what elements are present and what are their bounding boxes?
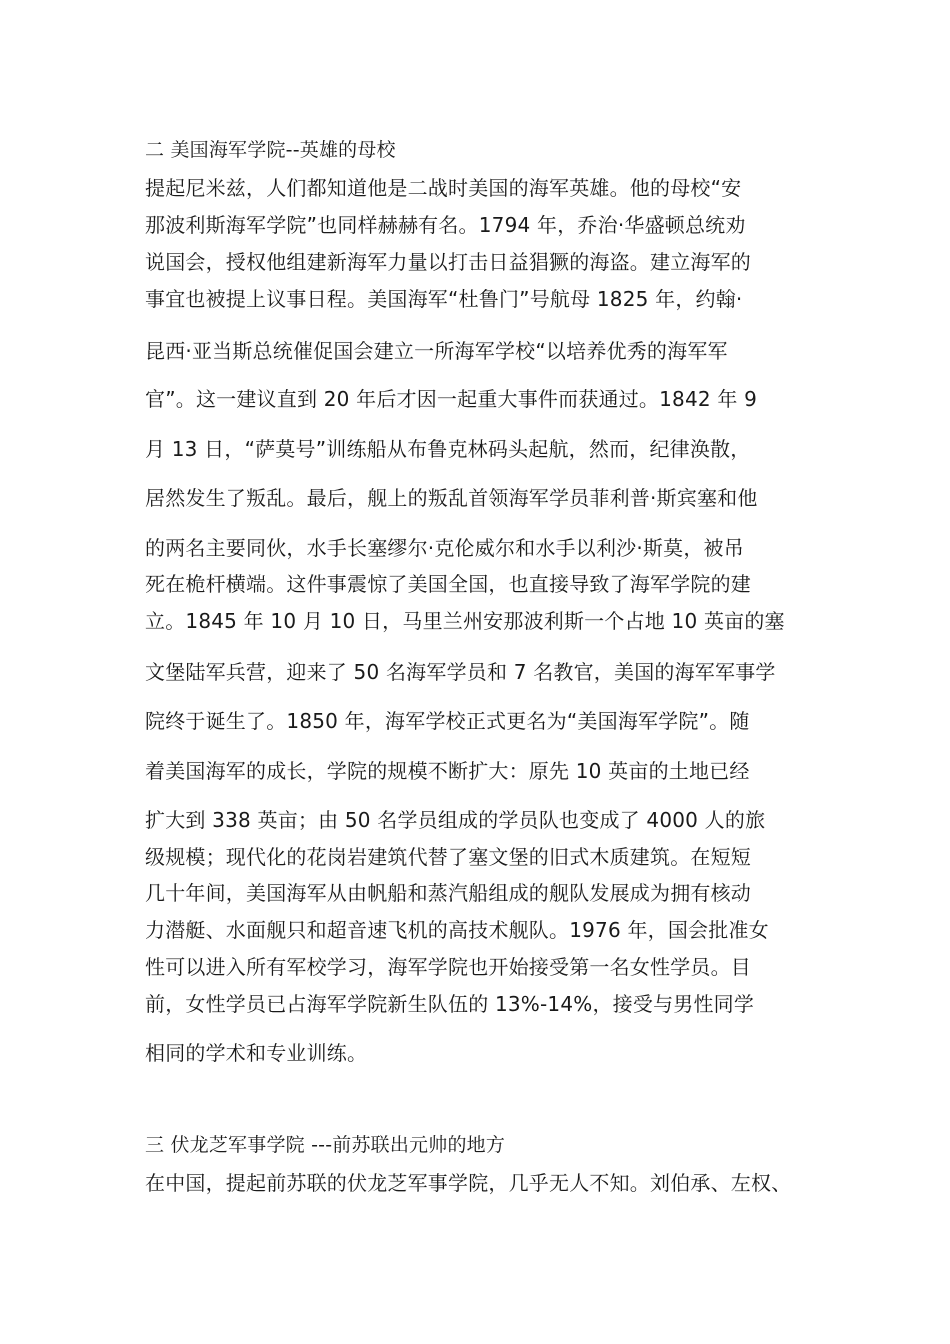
section-2-line: 那波利斯海军学院”也同样赫赫有名。1794 年，乔治·华盛顿总统劝 <box>145 213 746 237</box>
section-2-line: 力潜艇、水面舰只和超音速飞机的高技术舰队。1976 年，国会批准女 <box>145 918 769 942</box>
section-2-line: 级规模；现代化的花岗岩建筑代替了塞文堡的旧式木质建筑。在短短 <box>145 845 751 869</box>
section-2-line: 死在桅杆横端。这件事震惊了美国全国，也直接导致了海军学院的建 <box>145 572 751 596</box>
section-2-line: 前，女性学员已占海军学院新生队伍的 13%-14%，接受与男性同学 <box>145 992 755 1016</box>
section-2-line: 相同的学术和专业训练。 <box>145 1041 368 1065</box>
section-2-line: 居然发生了叛乱。最后，舰上的叛乱首领海军学员菲利普·斯宾塞和他 <box>145 486 758 510</box>
section-2-line: 院终于诞生了。1850 年，海军学校正式更名为“美国海军学院”。随 <box>145 709 750 733</box>
section-2-line: 的两名主要同伙，水手长塞缪尔·克伦威尔和水手以利沙·斯莫，被吊 <box>145 536 744 560</box>
section-2-heading: 二 美国海军学院--英雄的母校 <box>145 139 396 161</box>
section-2-line: 扩大到 338 英亩；由 50 名学员组成的学员队也变成了 4000 人的旅 <box>145 808 766 832</box>
section-2-line: 提起尼米兹，人们都知道他是二战时美国的海军英雄。他的母校“安 <box>145 176 742 200</box>
section-2-line: 昆西·亚当斯总统催促国会建立一所海军学校“以培养优秀的海军军 <box>145 339 728 363</box>
section-2-line: 几十年间，美国海军从由帆船和蒸汽船组成的舰队发展成为拥有核动 <box>145 881 751 905</box>
section-2-line: 性可以进入所有军校学习，海军学院也开始接受第一名女性学员。目 <box>145 955 751 979</box>
section-2-line: 事宜也被提上议事日程。美国海军“杜鲁门”号航母 1825 年，约翰· <box>145 287 743 311</box>
section-2-line: 着美国海军的成长，学院的规模不断扩大：原先 10 英亩的土地已经 <box>145 759 750 783</box>
section-2-line: 官”。这一建议直到 20 年后才因一起重大事件而获通过。1842 年 9 <box>145 387 758 411</box>
section-3-heading: 三 伏龙芝军事学院 ---前苏联出元帅的地方 <box>145 1134 506 1156</box>
section-2-line: 文堡陆军兵营，迎来了 50 名海军学员和 7 名教官，美国的海军军事学 <box>145 660 776 684</box>
section-2-line: 立。1845 年 10 月 10 日，马里兰州安那波利斯一个占地 10 英亩的塞 <box>145 609 785 633</box>
section-2-line: 月 13 日，“萨莫号”训练船从布鲁克林码头起航，然而，纪律涣散， <box>145 437 751 461</box>
section-3-line: 在中国，提起前苏联的伏龙芝军事学院，几乎无人不知。刘伯承、左权、 <box>145 1171 792 1195</box>
section-2-line: 说国会，授权他组建新海军力量以打击日益猖獗的海盗。建立海军的 <box>145 250 751 274</box>
